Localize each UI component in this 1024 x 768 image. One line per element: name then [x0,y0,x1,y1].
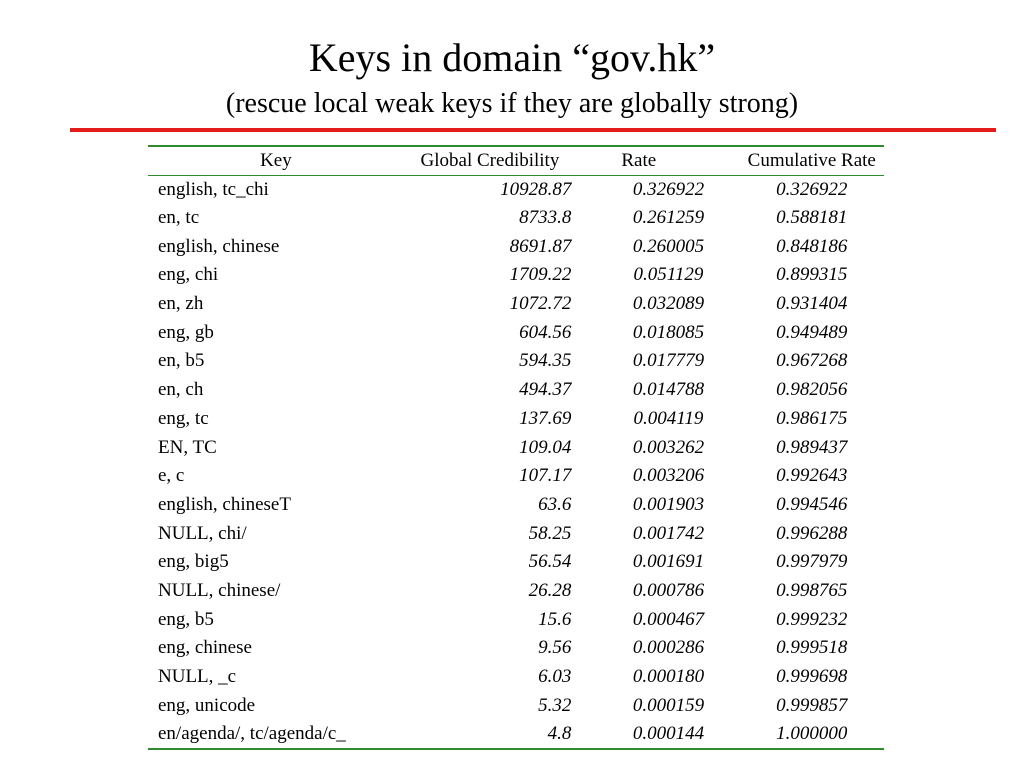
table-row [148,175,884,204]
cell-key: e, c [158,465,185,487]
cell-key: eng, unicode [158,694,256,716]
cell-rate: 0.004119 [633,407,704,429]
cell-cumulative-rate: 0.588181 [776,207,848,229]
table-row [148,605,884,634]
cell-rate: 0.001691 [632,551,705,573]
column-header-rate: Rate [571,146,739,175]
cell-cumulative-rate: 0.998765 [776,579,848,601]
cell-key: en, zh [158,293,204,315]
cell-rate: 0.260005 [632,235,705,257]
table-row [148,261,884,290]
table-row [148,462,884,491]
cell-rate: 0.000467 [632,608,705,630]
cell-cumulative-rate: 1.000000 [776,722,848,744]
cell-global-credibility: 63.6 [538,493,572,515]
cell-rate: 0.051129 [633,264,704,286]
cell-global-credibility: 8733.8 [519,207,572,229]
table-row [148,318,884,347]
cell-key: eng, chi [158,264,219,286]
cell-global-credibility: 15.6 [538,608,572,630]
cell-rate: 0.003206 [632,465,705,487]
cell-global-credibility: 107.17 [519,465,572,487]
cell-cumulative-rate: 0.992643 [776,465,848,487]
column-header-cumulative-rate: Cumulative Rate [740,146,884,175]
cell-cumulative-rate: 0.899315 [776,264,848,286]
cell-global-credibility: 6.03 [538,666,572,688]
cell-global-credibility: 1072.72 [509,293,572,315]
page-subtitle: (rescue local weak keys if they are globally strong) [225,88,799,119]
cell-rate: 0.014788 [632,379,705,401]
table-row [148,634,884,663]
cell-rate: 0.017779 [632,350,705,372]
cell-key: english, chineseT [158,493,291,515]
keys-table [148,145,884,750]
cell-rate: 0.000286 [632,637,705,659]
cell-key: NULL, chinese/ [158,579,281,601]
cell-cumulative-rate: 0.999698 [776,666,848,688]
cell-global-credibility: 137.69 [519,407,572,429]
cell-cumulative-rate: 0.997979 [776,551,848,573]
cell-rate: 0.000786 [632,579,705,601]
cell-cumulative-rate: 0.931404 [776,293,848,315]
table-row [148,290,884,319]
cell-cumulative-rate: 0.994546 [776,493,848,515]
page-title: Keys in domain “gov.hk” [308,35,716,80]
cell-key: eng, chinese [158,637,252,659]
cell-global-credibility: 1709.22 [509,264,572,286]
cell-key: en, ch [158,379,204,401]
cell-key: eng, big5 [158,551,229,573]
cell-cumulative-rate: 0.982056 [776,379,848,401]
cell-global-credibility: 5.32 [538,694,572,716]
cell-key: NULL, _c [158,666,237,688]
cell-key: eng, tc [158,407,209,429]
cell-global-credibility: 9.56 [538,637,572,659]
table-row [148,691,884,720]
cell-rate: 0.001742 [632,522,705,544]
table-row [148,376,884,405]
cell-global-credibility: 26.28 [528,579,572,601]
cell-rate: 0.018085 [632,321,705,343]
cell-cumulative-rate: 0.999232 [776,608,848,630]
table-row [148,232,884,261]
cell-global-credibility: 594.35 [519,350,572,372]
cell-rate: 0.000159 [632,694,705,716]
table-row [148,347,884,376]
cell-rate: 0.003262 [632,436,705,458]
cell-key: eng, gb [158,321,214,343]
cell-key: en, b5 [158,350,205,372]
table-row [148,663,884,692]
title-divider [70,128,996,132]
table-row [148,519,884,548]
cell-key: english, tc_chi [158,178,269,200]
cell-global-credibility: 4.8 [547,722,572,744]
cell-cumulative-rate: 0.848186 [776,235,848,257]
cell-cumulative-rate: 0.949489 [776,321,848,343]
cell-key: english, chinese [158,235,280,257]
cell-rate: 0.326922 [632,178,705,200]
cell-global-credibility: 494.37 [519,379,572,401]
table-body [148,175,884,749]
table-row [148,720,884,749]
cell-cumulative-rate: 0.999857 [776,694,848,716]
column-header-key: Key [148,146,404,175]
cell-global-credibility: 56.54 [528,551,572,573]
cell-rate: 0.000144 [632,722,705,744]
cell-cumulative-rate: 0.986175 [776,407,848,429]
cell-global-credibility: 604.56 [519,321,572,343]
cell-key: NULL, chi/ [158,522,247,544]
cell-cumulative-rate: 0.999518 [776,637,848,659]
cell-key: EN, TC [158,436,217,458]
cell-cumulative-rate: 0.326922 [776,178,848,200]
cell-rate: 0.261259 [632,207,705,229]
table-row [148,491,884,520]
cell-global-credibility: 10928.87 [500,178,572,200]
cell-cumulative-rate: 0.996288 [776,522,848,544]
cell-key: eng, b5 [158,608,214,630]
table-row [148,577,884,606]
cell-cumulative-rate: 0.967268 [776,350,848,372]
table-row [148,433,884,462]
table-row [148,548,884,577]
cell-rate: 0.032089 [632,293,705,315]
cell-rate: 0.000180 [632,666,705,688]
table-row [148,405,884,434]
cell-key: en, tc [158,207,200,229]
cell-key: en/agenda/, tc/agenda/c_ [158,722,346,744]
column-header-global-credibility: Global Credibility [404,146,572,175]
cell-global-credibility: 8691.87 [509,235,572,257]
table-header-row [148,146,884,175]
cell-global-credibility: 58.25 [528,522,572,544]
cell-rate: 0.001903 [632,493,705,515]
cell-global-credibility: 109.04 [519,436,572,458]
cell-cumulative-rate: 0.989437 [776,436,848,458]
table-row [148,204,884,233]
